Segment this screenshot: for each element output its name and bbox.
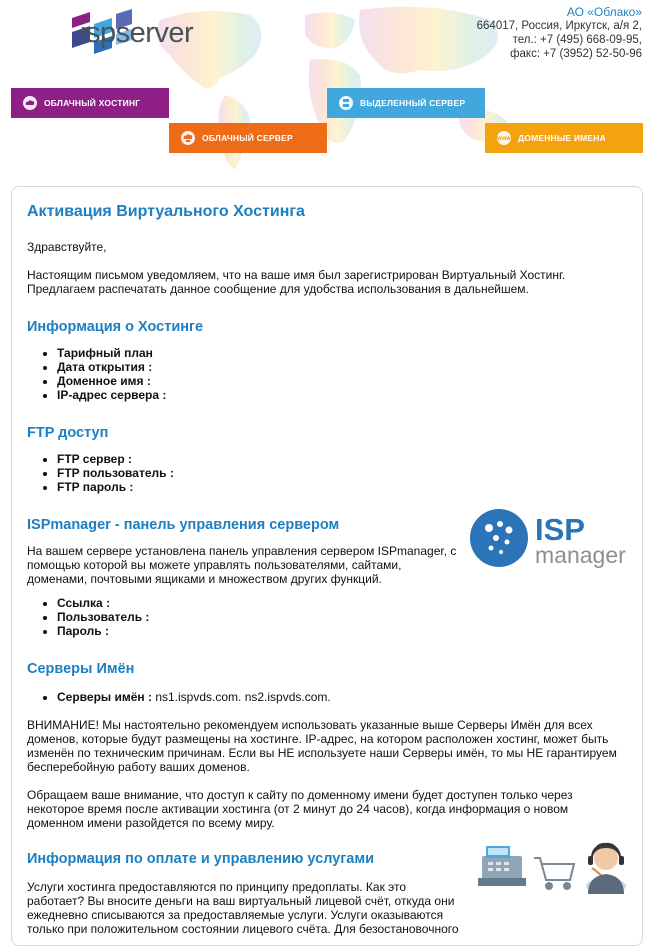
company-name-link[interactable]: АО «Облако» <box>566 5 642 19</box>
nameservers-heading: Серверы Имён <box>27 661 135 677</box>
hosting-info-list <box>57 346 627 402</box>
nameservers-warning: ВНИМАНИЕ! Мы настоятельно рекомендуем использовать указанные выше Серверы Имён для всех доменов, которые будут размещены на хостинге. IP-адрес, на котором расположен хостинг, может быть изменён по техническим причинам. Если вы НЕ используете наши Серверы имён, то мы НЕ гарантируем бесперебойную работу ваших доменов. <box>27 718 617 774</box>
svg-text:www: www <box>497 136 511 141</box>
list-item: • Дата открытия : <box>57 360 627 374</box>
www-icon <box>497 131 511 145</box>
company-contacts <box>477 5 642 61</box>
letter-title: Активация Виртуального Хостинга <box>27 203 305 220</box>
nav-dedicated-server-button[interactable] <box>327 88 485 118</box>
nav-dedicated-server-label: ВЫДЕЛЕННЫЙ СЕРВЕР <box>360 98 466 108</box>
list-item: • IP-адрес сервера : <box>57 388 627 402</box>
payment-illustration <box>476 836 632 894</box>
nameservers-list <box>57 690 627 704</box>
ftp-list <box>57 452 627 494</box>
server-icon <box>339 96 353 110</box>
nav-domains-button[interactable] <box>485 123 643 153</box>
list-item: • FTP пароль : <box>57 480 627 494</box>
company-address: 664017, Россия, Иркутск, а/я 2, <box>476 20 642 32</box>
list-item: • Ссылка : <box>57 596 627 610</box>
shopping-cart-icon <box>534 858 574 889</box>
nav-cloud-hosting-button[interactable] <box>11 88 169 118</box>
greeting: Здравствуйте, <box>27 240 107 254</box>
ispmanager-logo-top: ISP <box>535 512 585 547</box>
ispserver-logo-text: ispserver <box>80 17 194 49</box>
nav-domains-label: ДОМЕННЫЕ ИМЕНА <box>518 133 606 143</box>
ispmanager-logo-icon <box>463 508 633 570</box>
nav-cloud-server-label: ОБЛАЧНЫЙ СЕРВЕР <box>202 133 293 143</box>
nameservers-label: Серверы имён : <box>57 690 152 704</box>
ispmanager-heading: ISPmanager - панель управления сервером <box>27 517 340 533</box>
list-item: • Пароль : <box>57 624 627 638</box>
nameservers-value: ns1.ispvds.com. ns2.ispvds.com. <box>155 690 331 704</box>
ispmanager-text: На вашем сервере установлена панель управления сервером ISPmanager, с помощью которой вы можете управлять пользователями, сайтами, доменами, почтовыми ящиками и множеством других функций. <box>27 544 457 586</box>
ftp-heading: FTP доступ <box>27 425 109 441</box>
list-item: • Доменное имя : <box>57 374 627 388</box>
cloud-icon <box>23 96 37 110</box>
list-item: • FTP сервер : <box>57 452 627 466</box>
nameservers-note: Обращаем ваше внимание, что доступ к сайту по доменному имени будет доступен только через некоторое время после активации хостинга (от 2 минут до 24 часов), когда информация о новом доменном имени разойдется по всему миру. <box>27 788 573 830</box>
list-item: • Тарифный план <box>57 346 627 360</box>
nav-cloud-server-button[interactable] <box>169 123 327 153</box>
cloud-server-icon <box>181 131 195 145</box>
email-header <box>0 0 654 182</box>
payment-heading: Информация по оплате и управлению услугами <box>27 851 375 867</box>
cash-register-icon <box>478 846 526 886</box>
list-item <box>57 690 627 704</box>
ispmanager-list <box>57 596 627 638</box>
ispmanager-logo-bottom: manager <box>535 542 626 568</box>
payment-text: Услуги хостинга предоставляются по принципу предоплаты. Как это работает? Вы вносите деньги на ваш виртуальный лицевой счёт, откуда они ежедневно списываются за предоставляемые услуги. Услуги оказываются только при положительном состоянии лицевого счёта. Для безостановочного <box>27 880 459 936</box>
hosting-info-heading: Информация о Хостинге <box>27 319 204 335</box>
list-item: • Пользователь : <box>57 610 627 624</box>
company-phone: тел.: +7 (495) 668-09-95, <box>512 34 642 46</box>
list-item: • FTP пользователь : <box>57 466 627 480</box>
support-operator-icon <box>586 843 626 894</box>
nav-cloud-hosting-label: ОБЛАЧНЫЙ ХОСТИНГ <box>44 98 141 108</box>
company-fax: факс: +7 (3952) 52-50-96 <box>510 48 642 60</box>
intro-text: Настоящим письмом уведомляем, что на ваше имя был зарегистрирован Виртуальный Хостинг. Предлагаем распечатать данное сообщение для удобства использования в дальнейшем. <box>27 268 566 296</box>
